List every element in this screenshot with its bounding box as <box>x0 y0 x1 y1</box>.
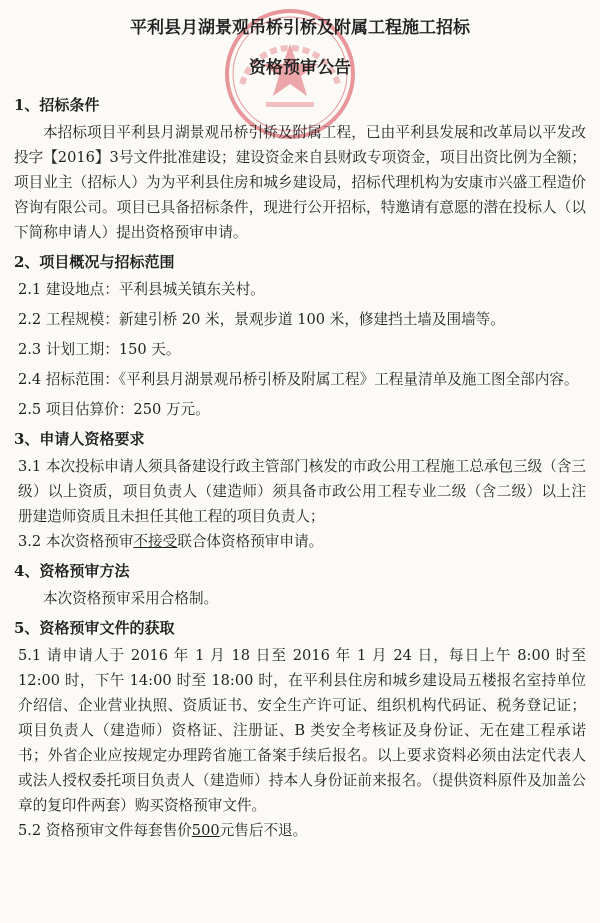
section2-item-2-3: 2.3 计划工期：150 天。 <box>18 341 181 358</box>
section2-item-2-1: 2.1 建设地点：平利县城关镇东关村。 <box>18 281 265 298</box>
section5-item-5-2-prefix: 5.2 资格预审文件每套售价 <box>18 822 192 839</box>
section1-heading: 1、招标条件 <box>14 96 100 114</box>
section2-item-2-2: 2.2 工程规模：新建引桥 20 米，景观步道 100 米，修建挡土墙及围墙等。 <box>18 311 505 328</box>
notice-title-line1: 平利县月湖景观吊桥引桥及附属工程施工招标 <box>130 18 470 38</box>
section5-item-5-2 <box>14 818 586 843</box>
section3-item-3-1: 3.1 本次投标申请人须具备建设行政主管部门核发的市政公用工程施工总承包三级（含三级）以上资质，项目负责人（建造师）须具备市政公用工程专业二级（含二级）以上注册建造师资质且未担任其他工程的项目负责人； <box>18 458 586 525</box>
section1-paragraph: 本招标项目平利县月湖景观吊桥引桥及附属工程，已由平利县发展和改革局以平发改投字【2016】3号文件批准建设；建设资金来自县财政专项资金，项目出资比例为全额；项目业主（招标人）为为平利县住房和城乡建设局，招标代理机构为安康市兴盛工程造价咨询有限公司。项目已具备招标条件，现进行公开招标，特邀请有意愿的潜在投标人（以下简称申请人）提出资格预审申请。 <box>14 124 586 241</box>
section2-item-2-4: 2.4 招标范围：《平利县月湖景观吊桥引桥及附属工程》工程量清单及施工图全部内容。 <box>18 371 579 388</box>
section2-item-2-5: 2.5 项目估算价：250 万元。 <box>18 401 210 418</box>
section3-item-3-2-suffix: 联合体资格预审申请。 <box>177 533 324 550</box>
notice-title-line2: 资格预审公告 <box>249 58 351 78</box>
section5-item-5-2-underlined: 500 <box>191 822 220 839</box>
section5-heading: 5、资格预审文件的获取 <box>14 619 175 637</box>
section5-item-5-1: 5.1 请申请人于 2016 年 1 月 18 日至 2016 年 1 月 24 日，每日上午 8:00 时至 12:00 时，下午 14:00 时至 18:00 时，在平利县住房和城乡建设局五楼报名室持单位介绍信、企业营业执照、资质证书、安全生产许可证、组织机构代码证、税务登记证；项目负责人（建造师）资格证、注册证、B 类安全考核证及身份证、无在建工程承诺书；外省企业应按规定办理跨省施工备案手续后报名。以上要求资料必须由法定代表人或法人授权委托项目负责人（建造师）持本人身份证前来报名。（提供资料原件及加盖公章的复印件两套）购买资格预审文件。 <box>18 647 586 814</box>
section2-heading: 2、项目概况与招标范围 <box>14 253 175 271</box>
section5-item-5-2-suffix: 元售后不退。 <box>219 822 308 839</box>
section3-item-3-2 <box>14 529 586 554</box>
section3-item-3-2-underlined: 不接受 <box>133 533 178 550</box>
section4-heading: 4、资格预审方法 <box>14 562 130 580</box>
section3-heading: 3、申请人资格要求 <box>14 430 145 448</box>
section4-paragraph: 本次资格预审采用合格制。 <box>43 590 219 607</box>
section3-item-3-2-prefix: 3.2 本次资格预审 <box>18 533 134 550</box>
